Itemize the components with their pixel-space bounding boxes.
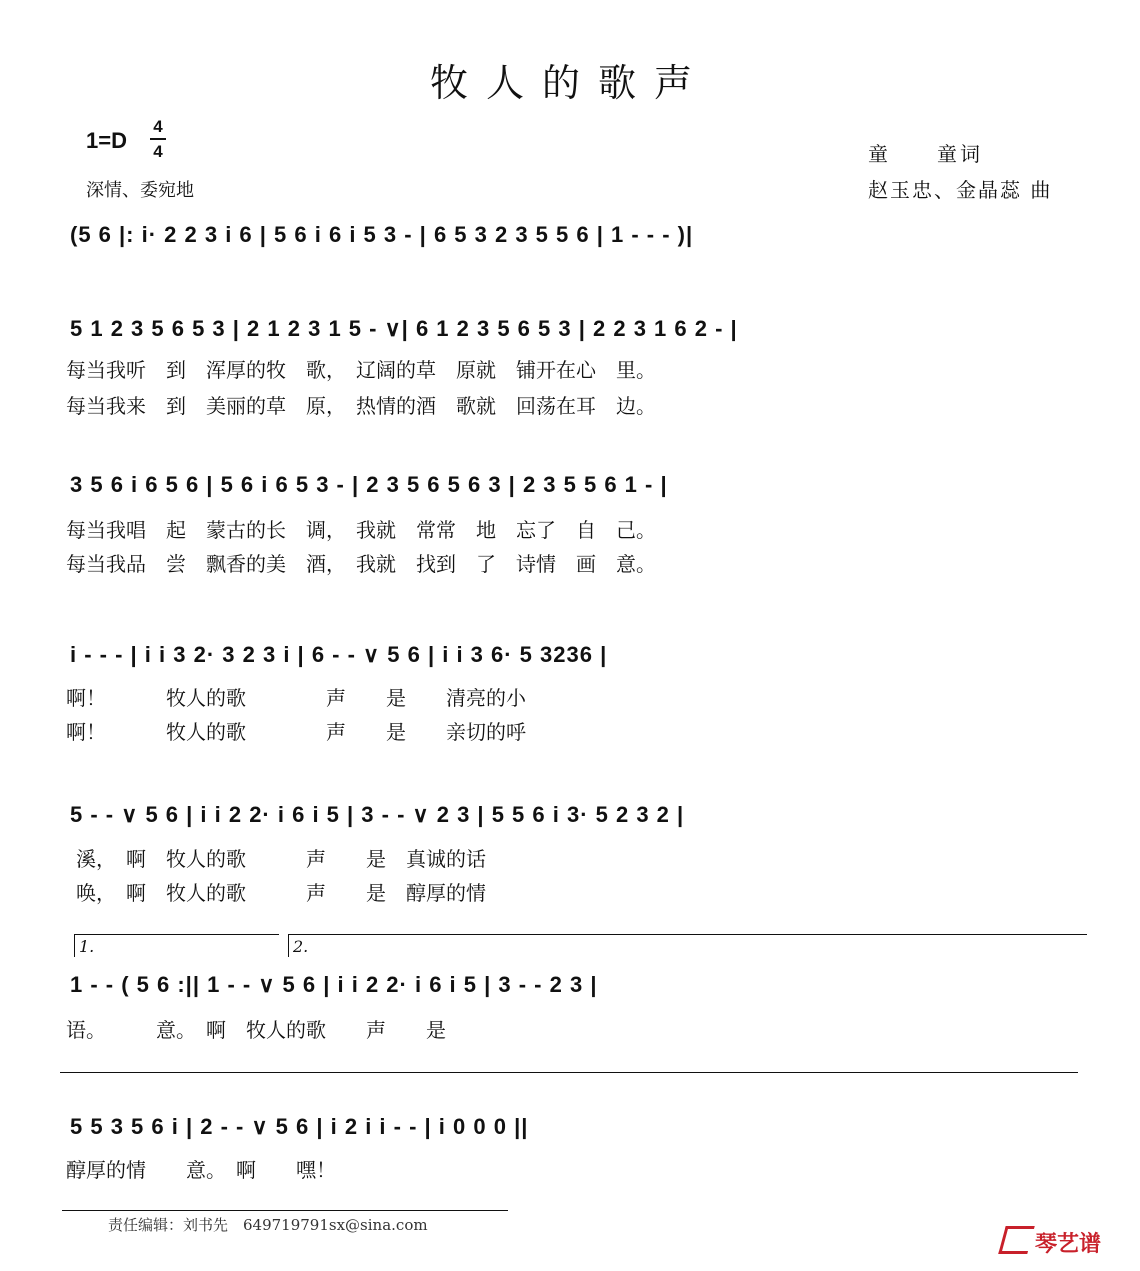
lyric-verse-2: 啊！ 牧人的歌 声 是 亲切的呼 (66, 720, 526, 744)
logo-text: 琴艺谱 (1035, 1232, 1102, 1257)
key-signature: 1=D (86, 128, 127, 153)
site-logo (1002, 1226, 1101, 1258)
time-signature (150, 116, 166, 162)
lyric-verse-1: 溪， 啊 牧人的歌 声 是 真诚的话 (76, 847, 486, 871)
footer-rule (62, 1210, 508, 1211)
lyricist-credit: 童 童词 (868, 142, 983, 166)
time-numerator: 4 (153, 117, 163, 136)
composer-credit: 赵玉忠、金晶蕊 曲 (868, 178, 1053, 202)
lyric-verse-1: 每当我听 到 浑厚的牧 歌， 辽阔的草 原就 铺开在心 里。 (66, 358, 656, 382)
time-signature-bar (150, 138, 166, 140)
score-line-notes: (5 6 |: i· 2 2 3 i 6 | 5 6 i 6 i 5 3 - | 6 5 3 2 3 5 5 6 | 1 - - - )| (70, 222, 694, 247)
lyric-verse-1: 每当我唱 起 蒙古的长 调， 我就 常常 地 忘了 自 己。 (66, 518, 656, 542)
lyric-verse-2: 唤， 啊 牧人的歌 声 是 醇厚的情 (76, 881, 486, 905)
editor-credit: 责任编辑：刘书先 649719791sx@sina.com (108, 1216, 428, 1234)
score-line-notes: 5 - - ∨ 5 6 | i i 2 2· i 6 i 5 | 3 - - ∨ 2 3 | 5 5 6 i 3· 5 2 3 2 | (70, 802, 685, 827)
lyric-verse-1: 语。 意。 啊 牧人的歌 声 是 (66, 1018, 446, 1042)
score-line-notes: i - - - | i i 3 2· 3 2 3 i | 6 - - ∨ 5 6 | i i 3 6· 5 3236 | (70, 642, 608, 667)
tempo-marking: 深情、委宛地 (86, 180, 194, 201)
lyric-verse-1: 醇厚的情 意。 啊 嘿！ (66, 1158, 336, 1182)
volta-bracket-1 (74, 934, 279, 957)
time-denominator: 4 (153, 142, 163, 161)
score-line-notes: 5 1 2 3 5 6 5 3 | 2 1 2 3 1 5 - ∨| 6 1 2 3 5 6 5 3 | 2 2 3 1 6 2 - | (70, 316, 738, 341)
score-line-notes: 5 5 3 5 6 i | 2 - - ∨ 5 6 | i 2 i i - - | i 0 0 0 || (70, 1114, 529, 1139)
volta-label-1: 1. (79, 937, 95, 956)
phrase-line (60, 1072, 1078, 1073)
lyric-verse-2: 每当我来 到 美丽的草 原， 热情的酒 歌就 回荡在耳 边。 (66, 394, 656, 418)
volta-label-2: 2. (293, 937, 309, 956)
score-line-notes: 1 - - ( 5 6 :|| 1 - - ∨ 5 6 | i i 2 2· i 6 i 5 | 3 - - 2 3 | (70, 972, 598, 997)
volta-bracket-2 (288, 934, 1087, 957)
lyric-verse-1: 啊！ 牧人的歌 声 是 清亮的小 (66, 686, 526, 710)
song-title: 牧人的歌声 (429, 61, 710, 105)
lyric-verse-2: 每当我品 尝 飘香的美 酒， 我就 找到 了 诗情 画 意。 (66, 552, 656, 576)
score-line-notes: 3 5 6 i 6 5 6 | 5 6 i 6 5 3 - | 2 3 5 6 5 6 3 | 2 3 5 5 6 1 - | (70, 472, 668, 497)
logo-icon (998, 1226, 1035, 1254)
